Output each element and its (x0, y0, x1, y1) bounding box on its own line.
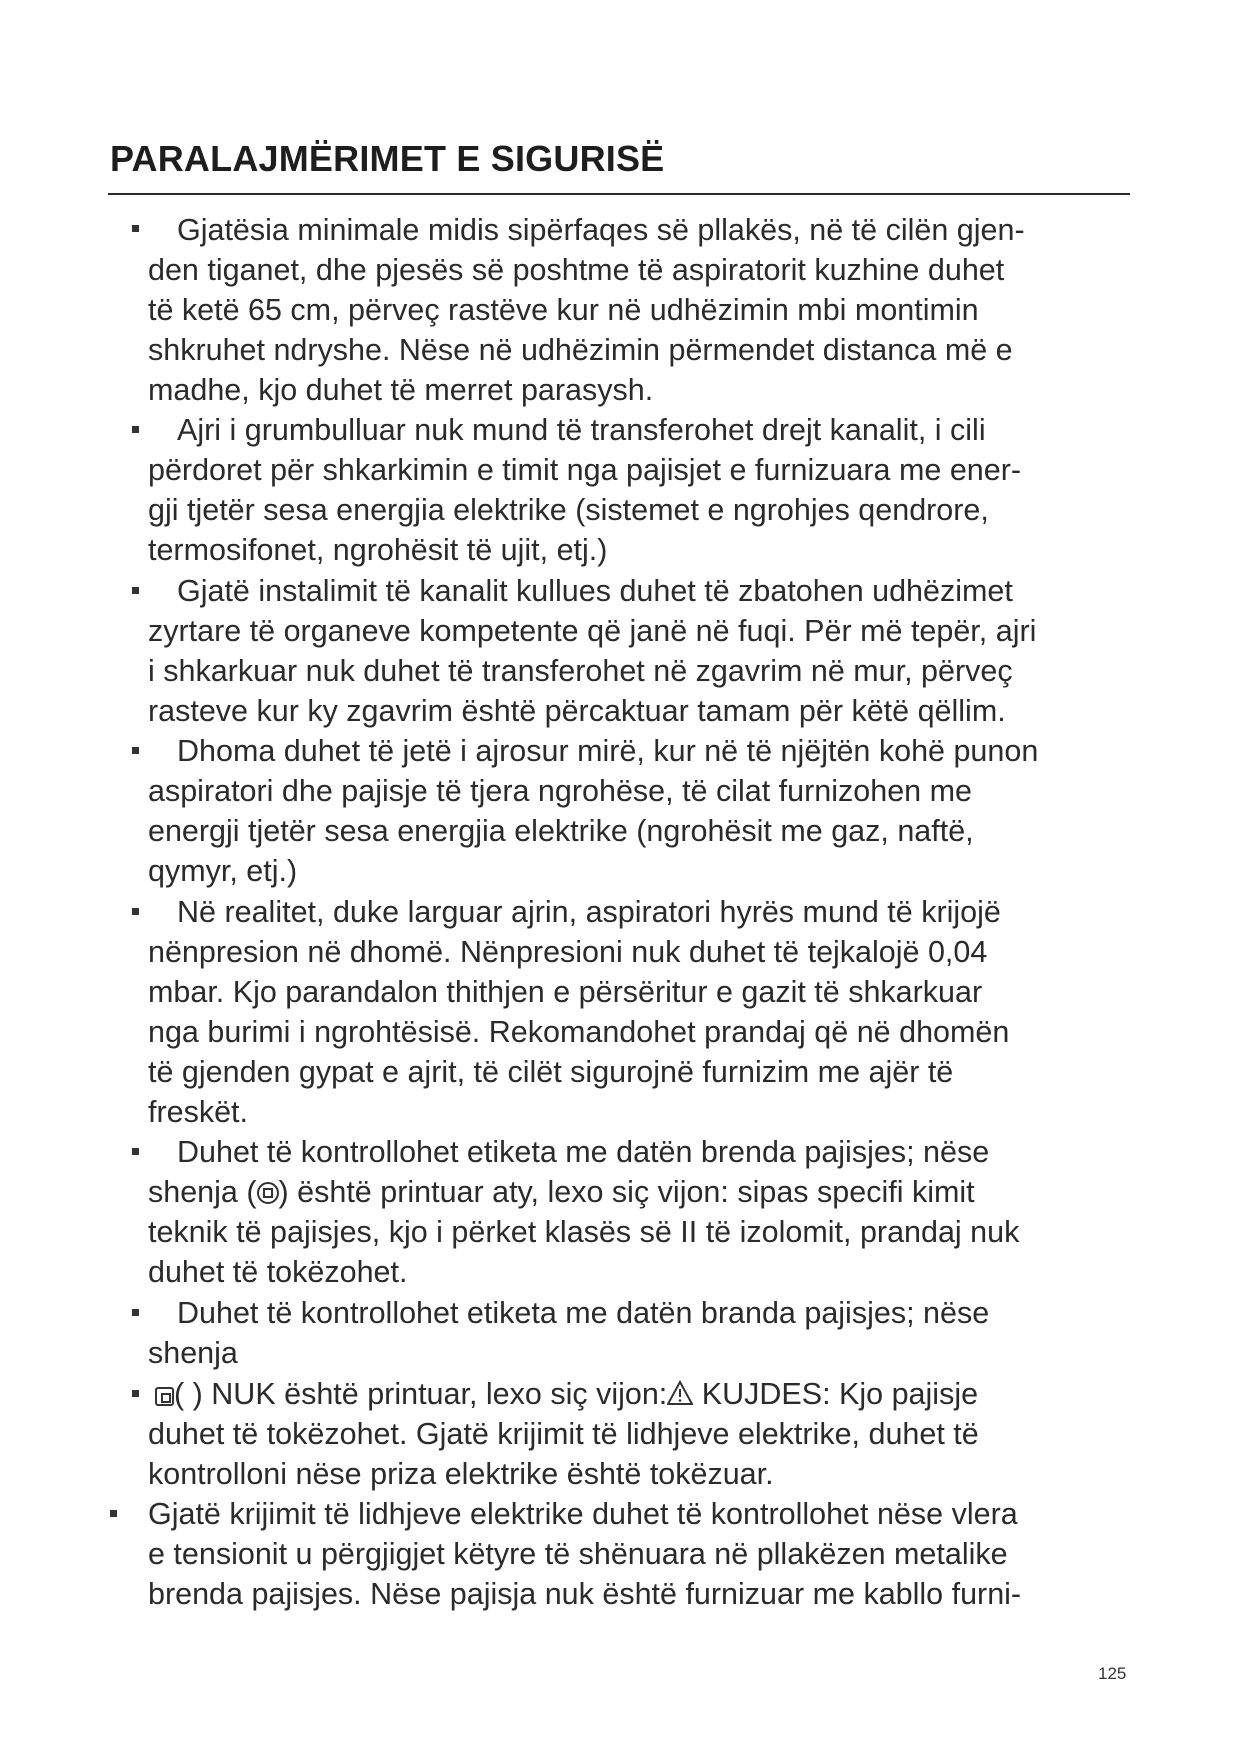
list-item-line: përdoret për shkarkimin e timit nga pajisjet e furnizuara me ener- (148, 453, 1022, 487)
list-item-line: gji tjetër sesa energjia elektrike (sistemet e ngrohjes qendrore, (148, 493, 989, 527)
list-item-line: e tensionit u përgjigjet këtyre të shënuara në pllakëzen metalike (148, 1537, 1008, 1571)
list-item-line: Gjatë krijimit të lidhjeve elektrike duhet të kontrollohet nëse vlera (148, 1497, 1018, 1531)
bullet-marker (132, 908, 139, 915)
list-item-line: kontrolloni nëse priza elektrike është tokëzuar. (148, 1457, 774, 1491)
list-item-line: freskët. (148, 1095, 249, 1129)
warning-triangle-icon (667, 1380, 693, 1406)
list-item-line: duhet të tokëzohet. (148, 1255, 408, 1289)
page-number: 125 (1098, 1664, 1127, 1683)
bullet-marker (132, 426, 139, 433)
bullet-marker (132, 1148, 139, 1155)
list-item-line: Në realitet, duke larguar ajrin, aspiratori hyrës mund të krijojë (177, 895, 1001, 929)
list-item-line: Duhet të kontrollohet etiketa me datën brenda pajisjes; nëse (177, 1135, 990, 1169)
list-item-line: zyrtare të organeve kompetente që janë në fuqi. Për më tepër, ajri (148, 614, 1037, 648)
list-item-line: aspiratori dhe pajisje të tjera ngrohëse, të cilat furnizohen me (148, 774, 972, 808)
list-item-line (155, 1374, 978, 1414)
list-item-line: Gjatë instalimit të kanalit kullues duhet të zbatohen udhëzimet (177, 574, 1013, 608)
list-item-line: të gjenden gypat e ajrit, të cilët sigurojnë furnizim me ajër të (148, 1055, 954, 1089)
list-item-line: den tiganet, dhe pjesës së poshtme të aspiratorit kuzhine duhet (148, 253, 1005, 287)
class-ii-insulation-icon (257, 1182, 279, 1204)
list-item-line: nga burimi i ngrohtësisë. Rekomandohet prandaj që në dhomën (148, 1015, 1010, 1049)
bullet-marker (132, 1309, 139, 1316)
list-item-line: shenja (148, 1336, 238, 1370)
bullet-marker (132, 587, 139, 594)
bullet-marker (132, 225, 139, 232)
list-item-line: duhet të tokëzohet. Gjatë krijimit të lidhjeve elektrike, duhet të (148, 1417, 979, 1451)
page-title: PARALAJMËRIMET E SIGURISË (110, 138, 665, 179)
list-item-line: i shkarkuar nuk duhet të transferohet në zgavrim në mur, përveç (148, 654, 1013, 688)
list-item-text: ) është printuar aty, lexo siç vijon: sipas specifi kimit (278, 1175, 975, 1209)
list-item-line: Dhoma duhet të jetë i ajrosur mirë, kur në të njëjtën kohë punon (177, 734, 1039, 768)
list-item-text: KUJDES: Kjo pajisje (693, 1377, 979, 1411)
title-underline (108, 193, 1130, 195)
list-item-text: shenja ( (148, 1175, 257, 1209)
list-item-line: energji tjetër sesa energjia elektrike (ngrohësit me gaz, naftë, (148, 814, 974, 848)
list-item-line: Ajri i grumbulluar nuk mund të transferohet drejt kanalit, i cili (177, 413, 986, 447)
list-item-line: termosifonet, ngrohësit të ujit, etj.) (148, 533, 608, 567)
list-item-line: rasteve kur ky zgavrim është përcaktuar tamam për këtë qëllim. (148, 694, 1006, 728)
list-item-line: Duhet të kontrollohet etiketa me datën branda pajisjes; nëse (177, 1296, 990, 1330)
class-ii-insulation-icon (155, 1387, 174, 1406)
list-item-text: ( ) NUK është printuar, lexo siç vijon: (174, 1377, 668, 1411)
list-item-line: nënpresion në dhomë. Nënpresioni nuk duhet të tejkalojë 0,04 (148, 935, 988, 969)
list-item-line: madhe, kjo duhet të merret parasysh. (148, 373, 654, 407)
bullet-marker (132, 1390, 139, 1397)
list-item-line: të ketë 65 cm, përveç rastëve kur në udhëzimin mbi montimin (148, 293, 979, 327)
list-item-line: teknik të pajisjes, kjo i përket klasës së II të izolomit, prandaj nuk (148, 1215, 1020, 1249)
list-item-line: mbar. Kjo parandalon thithjen e përsëritur e gazit të shkarkuar (148, 975, 983, 1009)
list-item-line: qymyr, etj.) (148, 854, 298, 888)
list-item-line (148, 1172, 975, 1212)
bullet-marker (110, 1510, 117, 1517)
list-item-line: brenda pajisjes. Nëse pajisja nuk është furnizuar me kabllo furni- (148, 1577, 1022, 1611)
list-item-line: Gjatësia minimale midis sipërfaqes së pllakës, në të cilën gjen- (177, 213, 1025, 247)
list-item-line: shkruhet ndryshe. Nëse në udhëzimin përmendet distanca më e (148, 333, 1013, 367)
bullet-marker (132, 747, 139, 754)
